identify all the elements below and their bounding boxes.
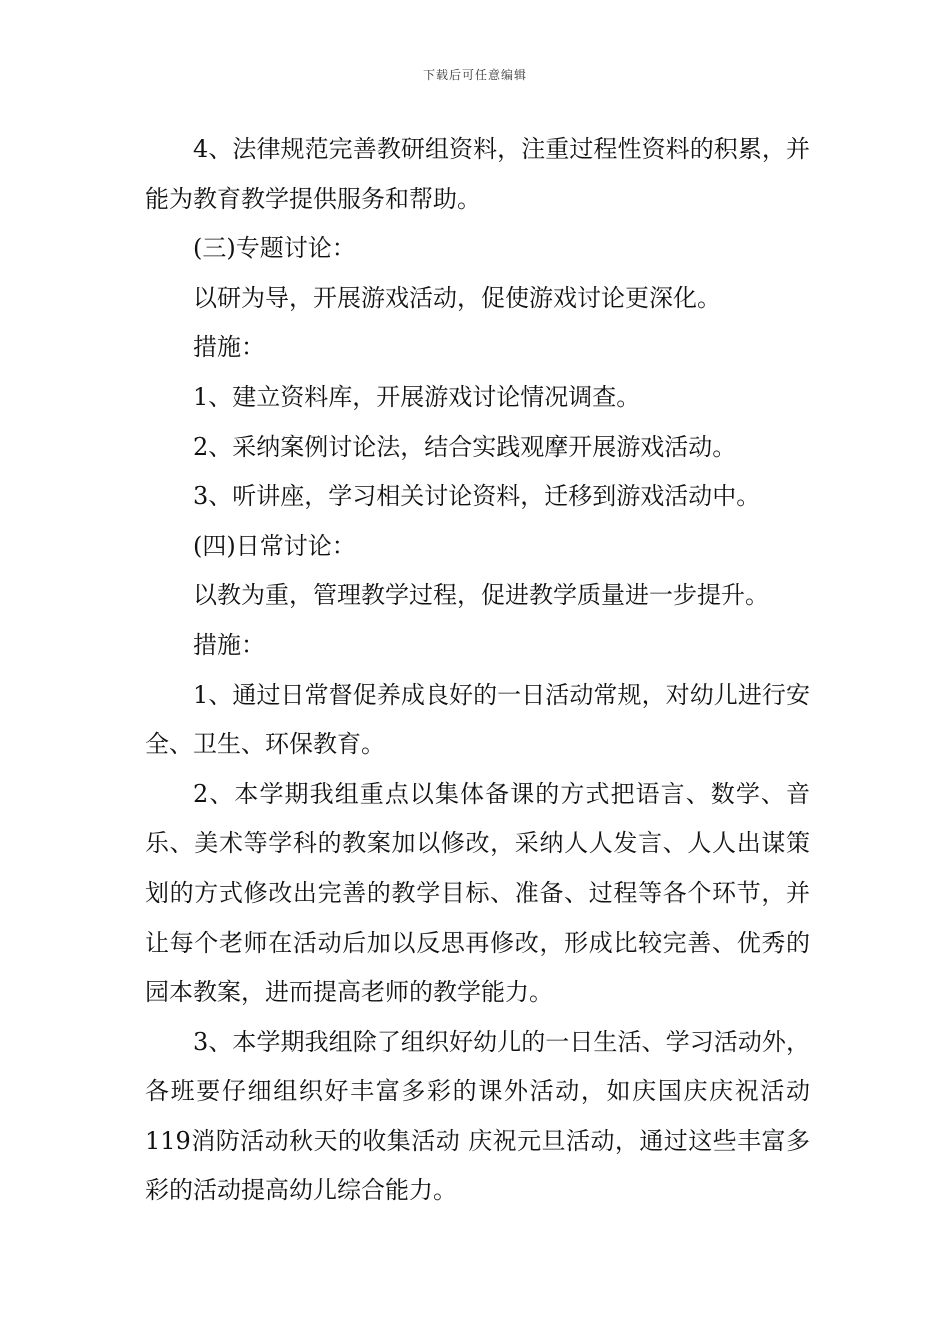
section-heading-3: (三)专题讨论： [193, 234, 356, 263]
paragraph-item-4: 4、法律规范完善教研组资料，注重过程性资料的积累，并能为教育教学提供服务和帮助。 [145, 135, 810, 213]
daily-item-2: 2、本学期我组重点以集体备课的方式把语言、数学、音乐、美术等学科的教案加以修改，采纳人人发言、人人出谋策划的方式修改出完善的教学目标、准备、过程等各个环节，并让每个老师在活动后加以反思再修改，形成比较完善、优秀的园本教案，进而提高老师的教学能力。 [145, 779, 810, 1007]
paragraph-goal-4: 以教为重，管理教学过程，促进教学质量进一步提升。 [193, 581, 769, 610]
page-header: 下载后可任意编辑 [422, 68, 527, 82]
measures-label-3: 措施： [193, 333, 265, 362]
daily-item-3: 3、本学期我组除了组织好幼儿的一日生活、学习活动外，各班要仔细组织好丰富多彩的课外活动，如庆国庆庆祝活动119消防活动秋天的收集活动 庆祝元旦活动，通过这些丰富多彩的活动提高幼儿综合能力。 [145, 1027, 810, 1205]
document-body [145, 125, 810, 1216]
measure-item-2: 2、采纳案例讨论法，结合实践观摩开展游戏活动。 [193, 432, 737, 461]
measure-item-1: 1、建立资料库，开展游戏讨论情况调查。 [193, 382, 641, 411]
paragraph-goal-3: 以研为导，开展游戏活动，促使游戏讨论更深化。 [193, 283, 721, 312]
measures-label-4: 措施： [193, 630, 265, 659]
measure-item-3: 3、听讲座，学习相关讨论资料，迁移到游戏活动中。 [193, 482, 761, 511]
section-heading-4: (四)日常讨论： [193, 531, 356, 560]
daily-item-1: 1、通过日常督促养成良好的一日活动常规，对幼儿进行安全、卫生、环保教育。 [145, 680, 810, 759]
